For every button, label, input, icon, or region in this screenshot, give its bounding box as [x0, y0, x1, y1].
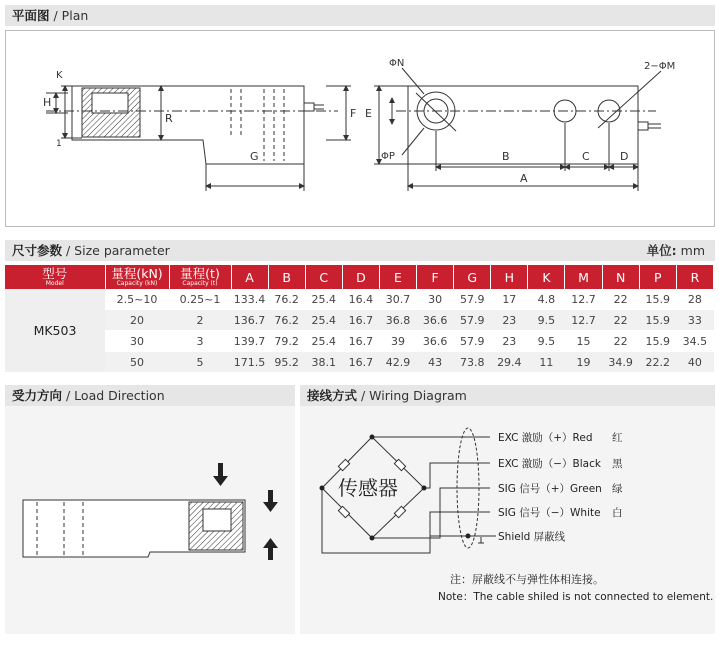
unit-label	[647, 244, 705, 258]
table-cell: 16.4	[342, 289, 379, 310]
dim-one: 1	[56, 139, 62, 149]
table-cell: 25.4	[305, 331, 342, 352]
table-cell: 43	[417, 352, 454, 373]
note-en: Note：The cable shiled is not connected to element.	[438, 591, 714, 603]
table-cell: 17	[491, 289, 528, 310]
plan-title-cn: 平面图	[12, 8, 50, 23]
load-header	[5, 385, 295, 406]
table-row	[5, 352, 714, 373]
plan-drawing-panel	[5, 30, 715, 227]
table-cell: 0.25~1	[169, 289, 231, 310]
header-p: P	[639, 265, 676, 289]
table-cell: 30.7	[379, 289, 416, 310]
table-cell: 133.4	[231, 289, 268, 310]
plan-drawing	[6, 31, 714, 226]
size-header	[5, 240, 715, 261]
table-cell: 19	[565, 352, 602, 373]
unit-value: mm	[680, 243, 705, 258]
table-row	[5, 289, 714, 310]
table-cell: 36.6	[417, 331, 454, 352]
table-cell: 76.2	[268, 310, 305, 331]
header-g: G	[454, 265, 491, 289]
header-capacity-t: 量程(t) Capacity (t)	[169, 265, 231, 289]
wiring-panel	[300, 406, 715, 634]
table-row	[5, 331, 714, 352]
wiring-title-cn: 接线方式	[307, 388, 358, 403]
table-cell: 3	[169, 331, 231, 352]
table-cell: 95.2	[268, 352, 305, 373]
header-h: H	[491, 265, 528, 289]
dim-k: K	[56, 70, 63, 81]
table-cell: 15.9	[639, 310, 676, 331]
table-cell: 9.5	[528, 310, 565, 331]
table-cell: 12.7	[565, 289, 602, 310]
table-cell: 2.5~10	[105, 289, 169, 310]
wire-black-color: 黑	[612, 458, 623, 470]
size-title-cn: 尺寸参数	[12, 243, 63, 258]
header-a: A	[231, 265, 268, 289]
table-cell: 39	[379, 331, 416, 352]
table-cell: 57.9	[454, 289, 491, 310]
dim-2-phi-m: 2−ΦM	[644, 61, 676, 72]
wire-black-label: EXC 激励（−）Black	[498, 458, 601, 470]
table-cell: 9.5	[528, 331, 565, 352]
table-cell: 57.9	[454, 310, 491, 331]
dim-phi-n: ΦN	[389, 58, 405, 69]
header-f: F	[417, 265, 454, 289]
load-title-cn: 受力方向	[12, 388, 63, 403]
wire-green-color: 绿	[612, 483, 623, 495]
header-r: R	[676, 265, 713, 289]
table-cell: 36.6	[417, 310, 454, 331]
load-panel	[5, 406, 295, 634]
load-arrow-top-icon	[213, 463, 228, 486]
table-cell: 42.9	[379, 352, 416, 373]
table-cell: 76.2	[268, 289, 305, 310]
table-cell: 5	[169, 352, 231, 373]
table-cell: 22.2	[639, 352, 676, 373]
header-model: 型号 Model	[5, 265, 105, 289]
wire-white-color: 白	[612, 507, 623, 519]
table-cell: 22	[602, 331, 639, 352]
table-cell: 16.7	[342, 310, 379, 331]
dim-g: G	[250, 150, 259, 163]
header-m: M	[565, 265, 602, 289]
table-cell: 25.4	[305, 310, 342, 331]
table-cell: 4.8	[528, 289, 565, 310]
size-title-en: / Size parameter	[66, 243, 170, 258]
unit-label-cn: 单位:	[646, 243, 677, 258]
table-cell: 15	[565, 331, 602, 352]
table-cell: 30	[105, 331, 169, 352]
table-cell: 40	[676, 352, 713, 373]
header-c: C	[305, 265, 342, 289]
table-cell: 16.7	[342, 352, 379, 373]
table-cell: 73.8	[454, 352, 491, 373]
header-e: E	[379, 265, 416, 289]
plan-header	[5, 5, 715, 26]
table-cell: 20	[105, 310, 169, 331]
note-cn: 注：屏蔽线不与弹性体相连接。	[450, 573, 604, 586]
table-cell: 22	[602, 289, 639, 310]
dim-f: F	[350, 107, 357, 120]
side-view	[46, 86, 351, 191]
sensor-label: 传感器	[338, 476, 398, 500]
header-b: B	[268, 265, 305, 289]
wire-red-label: EXC 激励（+）Red	[498, 432, 593, 444]
table-cell: 139.7	[231, 331, 268, 352]
table-cell: 2	[169, 310, 231, 331]
plan-title-en: / Plan	[53, 8, 89, 23]
dim-a: A	[520, 172, 528, 185]
load-diagram	[5, 406, 295, 634]
table-cell: 34.5	[676, 331, 713, 352]
wire-shield-label: Shield 屏蔽线	[498, 531, 566, 543]
table-cell: 171.5	[231, 352, 268, 373]
table-cell: 29.4	[491, 352, 528, 373]
model-cell: MK503	[5, 289, 105, 373]
table-cell: 57.9	[454, 331, 491, 352]
dim-h: H	[43, 96, 52, 109]
header-k: K	[528, 265, 565, 289]
dim-r: R	[165, 112, 173, 125]
header-d: D	[342, 265, 379, 289]
wire-green-label: SIG 信号（+）Green	[498, 483, 602, 495]
table-cell: 33	[676, 310, 713, 331]
wiring-diagram	[300, 406, 715, 634]
dim-phi-p: ΦP	[381, 151, 395, 162]
wire-white-label: SIG 信号（−）White	[498, 507, 601, 519]
table-cell: 30	[417, 289, 454, 310]
table-cell: 50	[105, 352, 169, 373]
table-cell: 25.4	[305, 289, 342, 310]
table-cell: 36.8	[379, 310, 416, 331]
table-cell: 79.2	[268, 331, 305, 352]
table-cell: 12.7	[565, 310, 602, 331]
table-cell: 15.9	[639, 289, 676, 310]
header-n: N	[602, 265, 639, 289]
dim-c: C	[582, 150, 590, 163]
table-cell: 28	[676, 289, 713, 310]
wire-red-color: 红	[612, 432, 623, 444]
dim-b: B	[502, 150, 510, 163]
table-cell: 23	[491, 331, 528, 352]
table-cell: 15.9	[639, 331, 676, 352]
table-cell: 22	[602, 310, 639, 331]
table-cell: 38.1	[305, 352, 342, 373]
table-cell: 16.7	[342, 331, 379, 352]
load-arrow-up-icon	[263, 538, 278, 560]
size-table	[5, 265, 714, 373]
table-cell: 34.9	[602, 352, 639, 373]
table-cell: 136.7	[231, 310, 268, 331]
wiring-header	[300, 385, 715, 406]
wiring-title-en: / Wiring Diagram	[361, 388, 467, 403]
table-cell: 11	[528, 352, 565, 373]
header-capacity-kn: 量程(kN) Capacity (kN)	[105, 265, 169, 289]
dim-e: E	[365, 107, 372, 120]
table-header-row	[5, 265, 714, 289]
load-arrow-down-icon	[263, 490, 278, 512]
top-view	[374, 68, 661, 191]
dim-d: D	[620, 150, 629, 163]
table-row	[5, 310, 714, 331]
load-title-en: / Load Direction	[66, 388, 165, 403]
table-cell: 23	[491, 310, 528, 331]
